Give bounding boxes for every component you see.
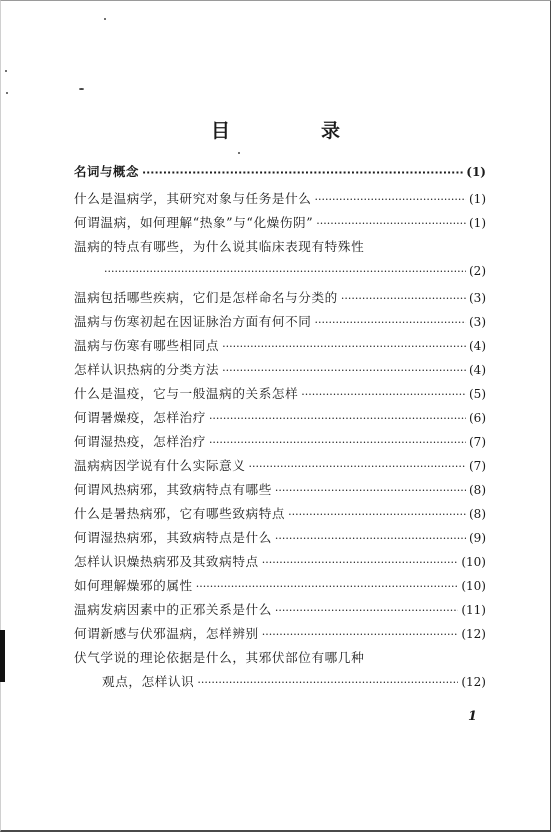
toc-entry-text: 怎样认识燥热病邪及其致病特点 (74, 554, 259, 569)
toc-entry-text: 何谓新感与伏邪温病，怎样辨别 (74, 626, 259, 641)
dot-leader (275, 527, 466, 551)
toc-entry-text: 什么是温病学，其研究对象与任务是什么 (74, 191, 312, 206)
toc-entry[interactable] (74, 235, 486, 259)
dot-leader (315, 311, 467, 335)
toc-entry-text: 何谓暑燥疫，怎样治疗 (74, 410, 206, 425)
toc-entry-page: (7) (469, 435, 486, 449)
toc-entry[interactable] (74, 310, 486, 334)
toc-entry-page: (1) (469, 192, 486, 206)
toc-entry[interactable] (74, 334, 486, 358)
toc-entry-text: 如何理解燥邪的属性 (74, 578, 193, 593)
toc-entry-text: 什么是温疫，它与一般温病的关系怎样 (74, 386, 299, 401)
toc-entry-page: (9) (469, 531, 486, 545)
toc-entry-text: 何谓温病，如何理解“热象”与“化燥伤阴” (74, 215, 314, 230)
toc-entry[interactable] (74, 526, 486, 550)
toc-entry-text: 温病与伤寒初起在因证脉治方面有何不同 (74, 314, 312, 329)
dot-leader (249, 455, 466, 479)
toc-entry[interactable] (74, 502, 486, 526)
toc-entry[interactable] (74, 454, 486, 478)
toc-entry[interactable] (74, 430, 486, 454)
toc-entry-continuation[interactable] (74, 259, 486, 283)
dot-leader (301, 383, 466, 407)
toc-entry[interactable] (74, 550, 486, 574)
toc-entry-page: (11) (461, 603, 486, 617)
toc-entry[interactable] (74, 646, 486, 670)
dot-leader (275, 479, 466, 503)
toc-entry[interactable] (74, 358, 486, 382)
dot-leader (222, 359, 466, 383)
toc-entry-text: 温病的特点有哪些，为什么说其临床表现有特殊性 (74, 239, 365, 254)
toc-entry[interactable] (74, 286, 486, 310)
scan-speck (6, 92, 8, 94)
toc-entry[interactable] (74, 574, 486, 598)
toc-entry-text: 温病发病因素中的正邪关系是什么 (74, 602, 272, 617)
toc-entry-page: (1) (466, 165, 486, 179)
scan-speck (79, 88, 84, 90)
page-number: 1 (468, 709, 478, 724)
toc-section-heading[interactable] (74, 160, 486, 184)
toc-entry-page: (12) (461, 627, 486, 641)
toc-entry[interactable] (74, 622, 486, 646)
toc-entry-page: (6) (469, 411, 486, 425)
table-of-contents (74, 160, 486, 694)
toc-entry-page: (12) (461, 675, 486, 689)
toc-entry-page: (7) (469, 459, 486, 473)
toc-entry-page: (1) (469, 216, 486, 230)
scan-speck (5, 70, 7, 72)
toc-entry[interactable] (74, 406, 486, 430)
toc-entry-page: (4) (469, 339, 486, 353)
dot-leader (209, 431, 466, 455)
toc-entry-text: 伏气学说的理论依据是什么，其邪伏部位有哪几种 (74, 650, 365, 665)
toc-entry-page: (10) (461, 555, 486, 569)
dot-leader (197, 671, 458, 695)
dot-leader (196, 575, 459, 599)
toc-entry-text: 何谓风热病邪，其致病特点有哪些 (74, 482, 272, 497)
toc-entry-page: (10) (461, 579, 486, 593)
toc-entry[interactable] (74, 598, 486, 622)
toc-entry[interactable] (74, 478, 486, 502)
scan-speck (238, 152, 240, 154)
dot-leader (288, 503, 466, 527)
toc-entry-text: 温病病因学说有什么实际意义 (74, 458, 246, 473)
toc-entry-text: 温病包括哪些疾病，它们是怎样命名与分类的 (74, 290, 338, 305)
toc-entry-text: 观点，怎样认识 (102, 674, 195, 689)
dot-leader (275, 599, 458, 623)
toc-entry-page: (8) (469, 507, 486, 521)
dot-leader (341, 287, 466, 311)
toc-entry-page: (3) (469, 315, 486, 329)
dot-leader (209, 407, 466, 431)
scan-speck (104, 18, 106, 20)
toc-entry-continuation[interactable] (74, 670, 486, 694)
toc-entry-page: (3) (469, 291, 486, 305)
dot-leader (104, 260, 466, 284)
toc-entry-text: 名词与概念 (74, 164, 139, 179)
toc-entry-text: 什么是暑热病邪，它有哪些致病特点 (74, 506, 286, 521)
toc-entry-text: 何谓湿热疫，怎样治疗 (74, 434, 206, 449)
toc-entry-text: 温病与伤寒有哪些相同点 (74, 338, 220, 353)
scan-edge-mark (0, 630, 5, 682)
dot-leader (142, 161, 463, 185)
toc-entry-text: 何谓湿热病邪，其致病特点是什么 (74, 530, 272, 545)
dot-leader (316, 212, 466, 236)
toc-entry[interactable] (74, 211, 486, 235)
dot-leader (262, 623, 459, 647)
dot-leader (262, 551, 459, 575)
toc-entry[interactable] (74, 187, 486, 211)
dot-leader (315, 188, 467, 212)
toc-entry[interactable] (74, 382, 486, 406)
toc-entry-page: (4) (469, 363, 486, 377)
toc-entry-text: 怎样认识热病的分类方法 (74, 362, 220, 377)
page-title: 目 录 (210, 120, 376, 142)
toc-entry-page: (8) (469, 483, 486, 497)
toc-entry-page: (5) (469, 387, 486, 401)
toc-entry-page: (2) (469, 264, 486, 278)
dot-leader (222, 335, 466, 359)
